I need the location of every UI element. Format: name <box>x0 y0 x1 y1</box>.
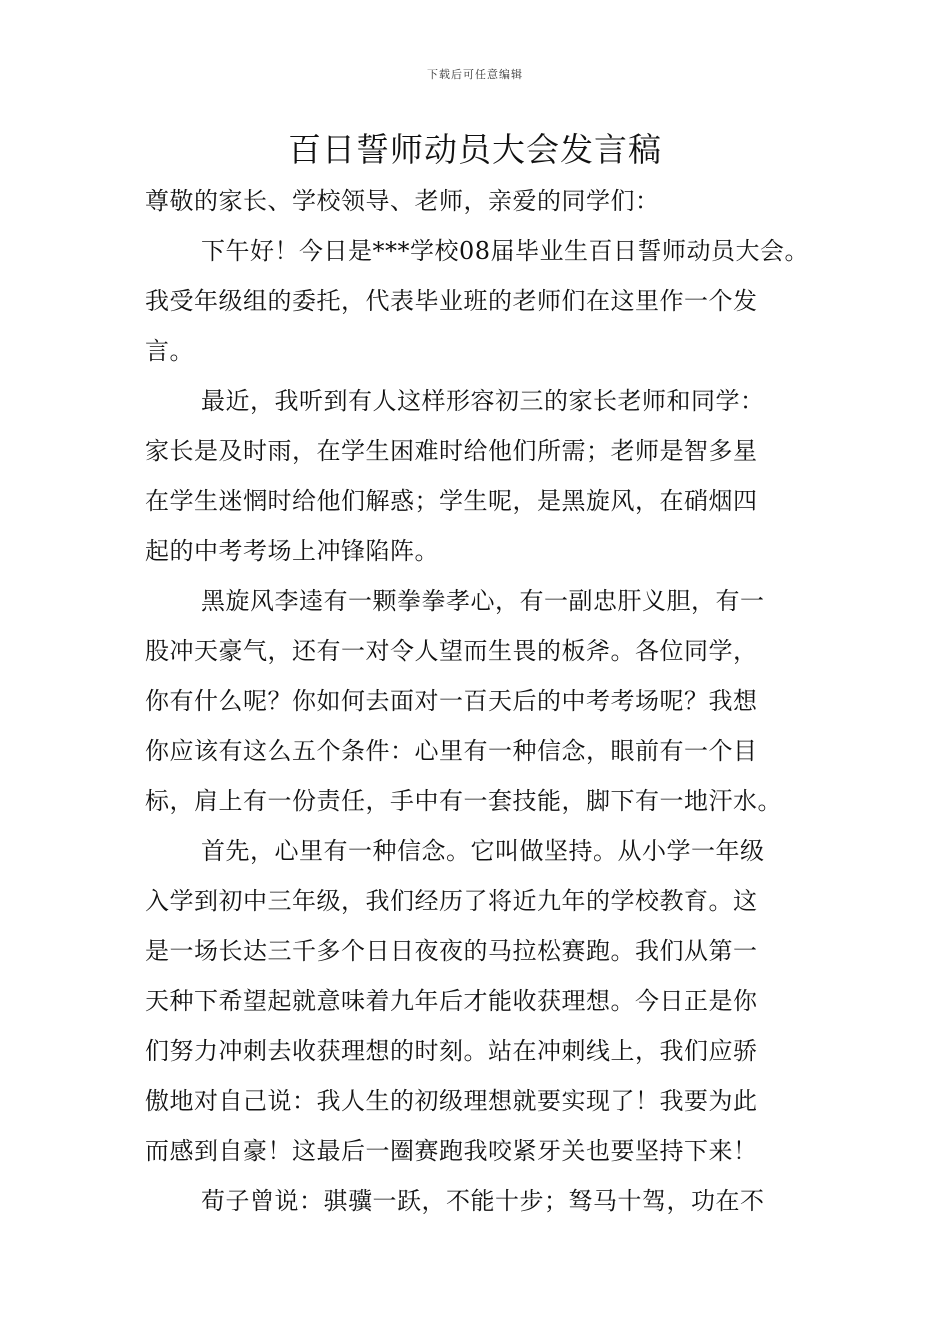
text-line: 们努力冲刺去收获理想的时刻。站在冲刺线上，我们应骄 <box>145 1037 758 1065</box>
document-body <box>145 176 825 1226</box>
text-line: 起的中考考场上冲锋陷阵。 <box>145 537 439 565</box>
text-line: 下午好！今日是***学校08届毕业生百日誓师动员大会。 <box>201 237 810 265</box>
text-line: 傲地对自己说：我人生的初级理想就要实现了！我要为此 <box>145 1087 758 1115</box>
text-line: 标，肩上有一份责任，手中有一套技能，脚下有一地汗水。 <box>145 787 782 815</box>
page-header-note: 下载后可任意编辑 <box>427 68 523 81</box>
text-line: 黑旋风李逵有一颗拳拳孝心，有一副忠肝义胆，有一 <box>201 587 765 615</box>
document-title: 百日誓师动员大会发言稿 <box>288 130 662 169</box>
text-line: 最近，我听到有人这样形容初三的家长老师和同学： <box>201 387 765 415</box>
text-line: 入学到初中三年级，我们经历了将近九年的学校教育。这 <box>145 887 758 915</box>
text-line: 股冲天豪气，还有一对令人望而生畏的板斧。各位同学， <box>145 637 758 665</box>
text-line: 你有什么呢？你如何去面对一百天后的中考考场呢？我想 <box>145 687 758 715</box>
text-line: 荀子曾说：骐骥一跃，不能十步；驽马十驾，功在不 <box>201 1187 765 1215</box>
text-line: 尊敬的家长、学校领导、老师，亲爱的同学们： <box>145 187 660 215</box>
text-line: 在学生迷惘时给他们解惑；学生呢，是黑旋风，在硝烟四 <box>145 487 758 515</box>
text-line: 而感到自豪！这最后一圈赛跑我咬紧牙关也要坚持下来！ <box>145 1137 758 1165</box>
text-line: 家长是及时雨，在学生困难时给他们所需；老师是智多星 <box>145 437 758 465</box>
text-line: 你应该有这么五个条件：心里有一种信念，眼前有一个目 <box>145 737 758 765</box>
text-line: 是一场长达三千多个日日夜夜的马拉松赛跑。我们从第一 <box>145 937 758 965</box>
text-line: 天种下希望起就意味着九年后才能收获理想。今日正是你 <box>145 987 758 1015</box>
text-line: 言。 <box>145 337 194 365</box>
text-line: 首先，心里有一种信念。它叫做坚持。从小学一年级 <box>201 837 765 865</box>
text-line: 我受年级组的委托，代表毕业班的老师们在这里作一个发 <box>145 287 758 315</box>
